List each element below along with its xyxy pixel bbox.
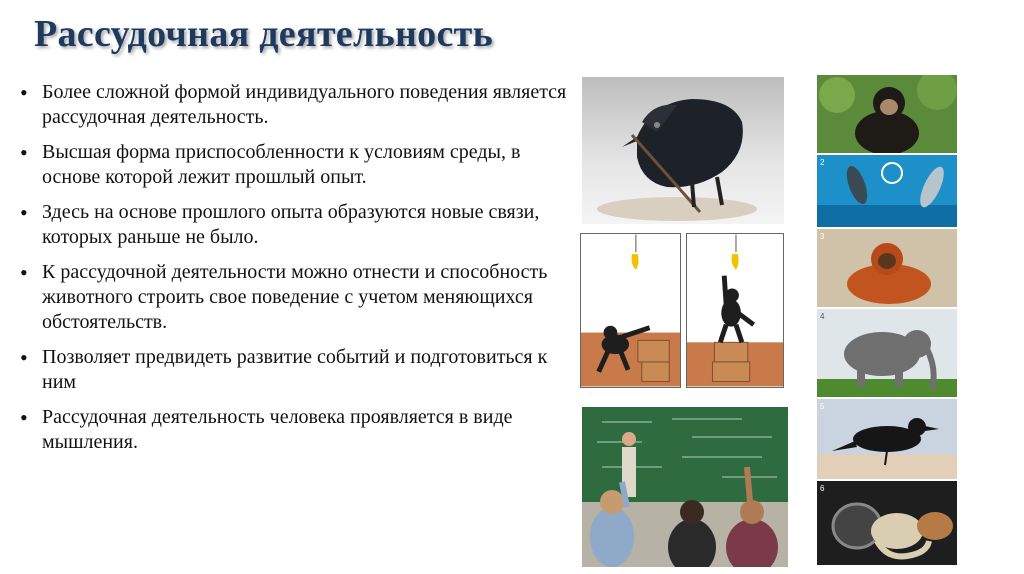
panel-number: 3 <box>820 232 825 241</box>
panel-number: 2 <box>820 158 825 167</box>
crow-icon <box>582 77 784 224</box>
bullet-list <box>16 80 576 465</box>
chimp-on-boxes-icon <box>687 234 783 387</box>
classroom-photo <box>582 407 788 567</box>
bullet-item: • Позволяет предвидеть развитие событий и подготовиться к ним <box>16 345 576 395</box>
octopus-photo <box>817 481 957 565</box>
slide-title: Рассудочная деятельность <box>34 13 493 55</box>
bullet-item: • Более сложной формой индивидуального поведения является рассудочная деятельность. <box>16 80 576 130</box>
panel-number: 6 <box>820 484 825 493</box>
panel-number: 4 <box>820 312 825 321</box>
crow-stick-photo <box>582 77 784 224</box>
bullet-item: • Здесь на основе прошлого опыта образуются новые связи, которых раньше не было. <box>16 200 576 250</box>
classroom-icon <box>582 407 788 567</box>
chimpanzee-icon <box>817 75 957 153</box>
elephant-photo <box>817 309 957 397</box>
dolphins-photo <box>817 155 957 227</box>
raven-icon <box>817 399 957 479</box>
orangutan-photo <box>817 229 957 307</box>
chimp-experiment-panel-1 <box>580 233 681 388</box>
chimp-icon <box>581 234 680 387</box>
chimp-experiment-panel-2 <box>686 233 784 388</box>
panel-number: 5 <box>820 402 825 411</box>
bullet-item: • Рассудочная деятельность человека проявляется в виде мышления. <box>16 405 576 455</box>
raven-photo <box>817 399 957 479</box>
bullet-item: • Высшая форма приспособленности к условиям среды, в основе которой лежит прошлый опыт. <box>16 140 576 190</box>
chimpanzee-photo <box>817 75 957 153</box>
octopus-icon <box>817 481 957 565</box>
dolphin-icon <box>817 155 957 227</box>
bullet-item: • К рассудочной деятельности можно отнести и способность животного строить свое поведение с учетом меняющихся обстоятельств. <box>16 260 576 335</box>
elephant-icon <box>817 309 957 397</box>
orangutan-icon <box>817 229 957 307</box>
